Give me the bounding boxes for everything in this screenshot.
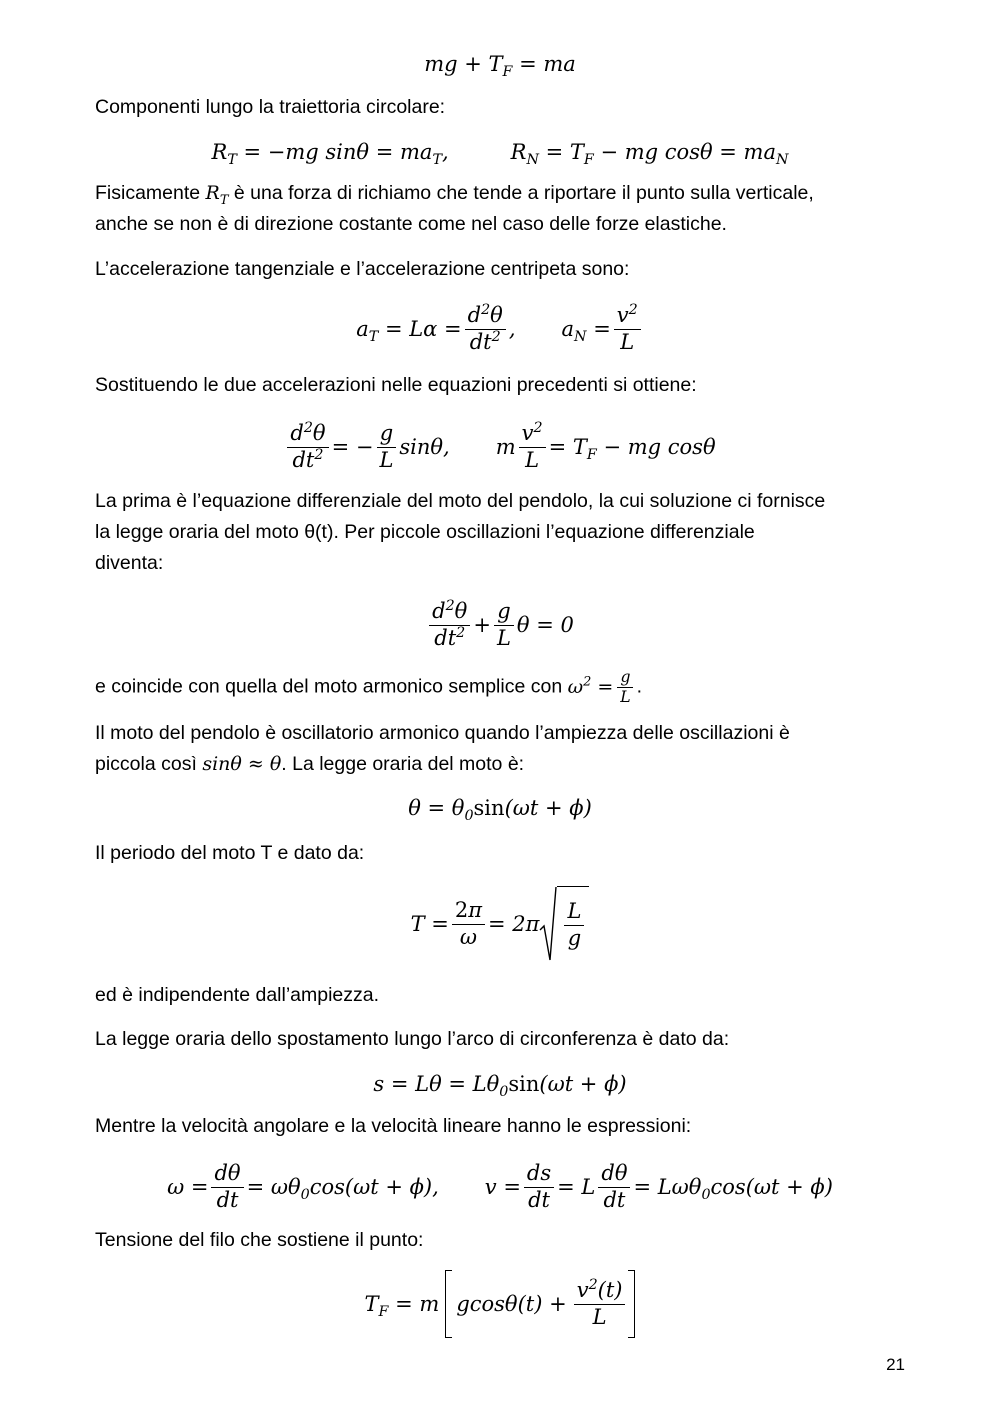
paragraph-harmonic-condition: Il moto del pendolo è oscillatorio armonico quando l’ampiezza delle oscillazioni è piccola così sinθ ≈ θ. La legge oraria del moto è: — [95, 722, 790, 775]
paragraph-differential-equation: La prima è l’equazione differenziale del moto del pendolo, la cui soluzione ci fornisce la legge oraria del moto θ(t). Per piccole oscillazioni l’equazione differenziale diventa: — [95, 490, 826, 574]
equation-velocities: ω = $\frac{d\theta}{dt}$ = $\omega\theta_0\cos(\omega t + \phi)$, v = $\frac{ds}{dt}$ = L $\frac{d\theta}{dt}$ = Lωθ$_0$cos(ωt + ϕ) — [167, 1160, 833, 1212]
equation-tension: $T_F = m$ gcosθ(t) + $\frac{v^2(t)}{L}$ — [0, 1266, 1000, 1342]
paragraph-arc-displacement: La legge oraria dello spostamento lungo l’arco di circonferenza è dato da: — [95, 1028, 730, 1050]
equation-period: T = $\frac{2\pi}{\omega}$ = 2π L g — [0, 882, 1000, 966]
equation-newton: mg + $T_F$ = ma — [424, 52, 576, 81]
paragraph-period: Il periodo del moto T e dato da: — [95, 842, 365, 864]
square-root-symbol: L g — [539, 886, 589, 962]
equation-time-law: $\theta = \theta_0\sin(\omega t + \phi)$ — [408, 796, 592, 825]
paragraph-tension: Tensione del filo che sostiene il punto: — [95, 1229, 424, 1251]
equation-small-oscillations: $d^2\theta$ $dt^2$ + $\frac{g}{L}$ θ = 0 — [0, 592, 1000, 658]
paragraph-substitution: Sostituendo le due accelerazioni nelle equazioni precedenti si ottiene: — [95, 374, 697, 396]
paragraph-components: Componenti lungo la traiettoria circolare: — [95, 96, 446, 118]
equation-accelerations: $a_T = L\alpha$ = $\frac{d^2\theta}{dt^2}$ , $a_N$ = $\frac{v^2}{L}$ — [0, 296, 1000, 362]
page-number: 21 — [886, 1355, 905, 1374]
equation-arc-displacement: $s = L\theta = L\theta_0\sin(\omega t + \phi)$ — [373, 1072, 627, 1101]
equation-motion-system: $\frac{d^2\theta}{dt^2}$ = − $\frac{g}{L}$ sinθ, m $\frac{v^2}{L}$ = $T_F$ − mg cosθ — [0, 414, 1000, 480]
paragraph-harmonic-comparison: e coincide con quella del moto armonico semplice con $\omega^2$ = $\frac{g}{L}$ . — [95, 668, 643, 707]
paragraph-accelerations: L’accelerazione tangenziale e l’accelerazione centripeta sono: — [95, 258, 630, 280]
paragraph-velocities: Mentre la velocità angolare e la velocità lineare hanno le espressioni: — [95, 1115, 692, 1137]
paragraph-restoring-force: Fisicamente $R_T$ è una forza di richiamo che tende a riportare il punto sulla verticale, anche se non è di direzione costante come nel caso delle forze elastiche. — [95, 182, 814, 235]
equation-components: $R_T = -mg$ $\sin\theta = ma_T$, $R_N = T_F$ − mg $\cos\theta = ma_N$ — [211, 140, 789, 169]
paragraph-amplitude-independence: ed è indipendente dall’ampiezza. — [95, 984, 380, 1006]
